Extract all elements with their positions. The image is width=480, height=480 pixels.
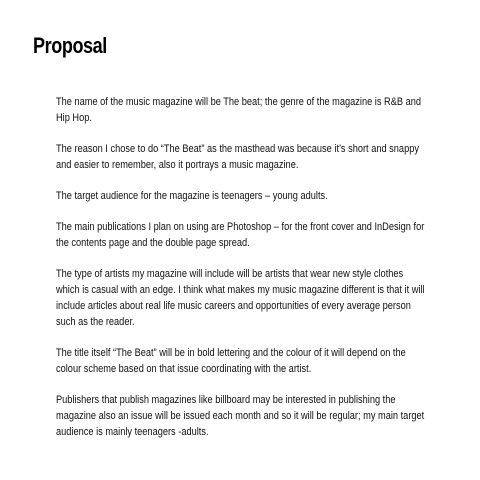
document-body xyxy=(56,94,426,455)
page-title: Proposal xyxy=(33,33,107,58)
paragraph-target-audience: The target audience for the magazine is teenagers – young adults. xyxy=(56,190,328,202)
paragraph-artist-types: The type of artists my magazine will include will be artists that wear new style clothes which is casual with an edge. I think what makes my music magazine different is that it will include articles about real life music careers and opportunities of every average person such as the reader. xyxy=(56,268,425,328)
paragraph-publications: The main publications I plan on using are Photoshop – for the front cover and InDesign for the contents page and the double page spread. xyxy=(56,221,425,249)
paragraph-title-style: The title itself “The Beat” will be in bold lettering and the colour of it will depend on the colour scheme based on that issue coordinating with the artist. xyxy=(56,347,406,375)
paragraph-magazine-name: The name of the music magazine will be The beat; the genre of the magazine is R&B and Hip Hop. xyxy=(56,96,422,124)
paragraph-masthead-reason: The reason I chose to do “The Beat” as the masthead was because it’s short and snappy and easier to remember, also it portrays a music magazine. xyxy=(56,143,419,171)
paragraph-publishers: Publishers that publish magazines like billboard may be interested in publishing the magazine also an issue will be issued each month and so it will be regular; my main target audience is mainly teenagers -adults. xyxy=(56,394,425,438)
